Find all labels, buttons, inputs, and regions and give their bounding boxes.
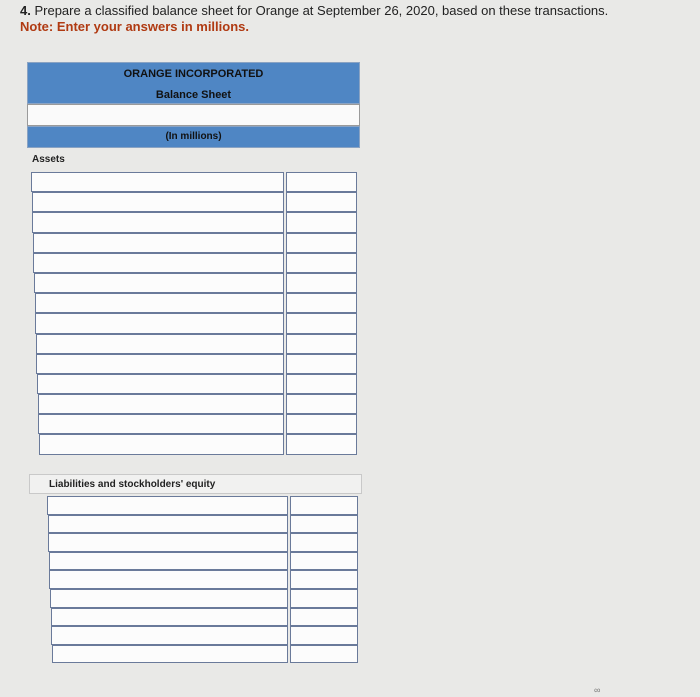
amount-input[interactable] <box>290 496 358 515</box>
account-name-input[interactable] <box>34 273 284 293</box>
assets-table <box>31 172 357 455</box>
table-row <box>50 589 358 608</box>
account-name-input[interactable] <box>37 374 284 394</box>
account-name-input[interactable] <box>48 515 288 534</box>
account-name-input[interactable] <box>49 552 288 571</box>
account-name-input[interactable] <box>52 645 288 664</box>
amount-input[interactable] <box>286 172 357 192</box>
table-row <box>34 273 357 293</box>
account-name-input[interactable] <box>32 192 284 212</box>
table-row <box>51 608 358 627</box>
statement-name: Balance Sheet <box>155 89 232 101</box>
question-text <box>20 3 690 35</box>
account-name-input[interactable] <box>50 589 288 608</box>
table-row <box>49 570 358 589</box>
account-name-input[interactable] <box>33 253 284 273</box>
amount-input[interactable] <box>286 293 357 313</box>
table-row <box>33 233 357 253</box>
amount-input[interactable] <box>286 313 357 333</box>
table-row <box>51 626 358 645</box>
account-name-input[interactable] <box>48 533 288 552</box>
amount-input[interactable] <box>286 354 357 374</box>
table-row <box>31 172 357 192</box>
amount-input[interactable] <box>290 608 358 627</box>
account-name-input[interactable] <box>36 354 284 374</box>
question-number: 4. <box>20 3 31 18</box>
amount-input[interactable] <box>286 212 357 232</box>
question-note: Note: Enter your answers in millions. <box>20 19 249 34</box>
amount-input[interactable] <box>286 414 357 434</box>
amount-input[interactable] <box>286 434 357 454</box>
amount-input[interactable] <box>286 253 357 273</box>
table-row <box>38 394 357 414</box>
amount-input[interactable] <box>290 552 358 571</box>
table-row <box>36 354 357 374</box>
amount-input[interactable] <box>286 192 357 212</box>
account-name-input[interactable] <box>35 313 284 333</box>
account-name-input[interactable] <box>33 233 284 253</box>
table-row <box>33 253 357 273</box>
account-name-input[interactable] <box>38 394 284 414</box>
header-block <box>27 62 360 104</box>
table-row <box>35 313 357 333</box>
account-name-input[interactable] <box>35 293 284 313</box>
amount-input[interactable] <box>290 570 358 589</box>
amount-input[interactable] <box>290 533 358 552</box>
table-row <box>47 496 358 515</box>
balance-sheet-header <box>27 62 360 148</box>
table-row <box>36 334 357 354</box>
account-name-input[interactable] <box>39 434 284 454</box>
units-label: (In millions) <box>27 126 360 148</box>
account-name-input[interactable] <box>31 172 284 192</box>
table-row <box>35 293 357 313</box>
amount-input[interactable] <box>286 273 357 293</box>
table-row <box>48 515 358 534</box>
company-name: ORANGE INCORPORATED <box>123 68 264 80</box>
question-prompt: Prepare a classified balance sheet for Orange at September 26, 2020, based on these transactions. <box>34 3 609 18</box>
table-row <box>52 645 358 664</box>
table-row <box>48 533 358 552</box>
amount-input[interactable] <box>290 645 358 664</box>
assets-label: Assets <box>32 154 65 165</box>
link-icon[interactable]: ∞ <box>594 685 601 695</box>
date-input[interactable] <box>27 104 360 126</box>
account-name-input[interactable] <box>49 570 288 589</box>
account-name-input[interactable] <box>51 626 288 645</box>
liabilities-table <box>47 496 358 663</box>
table-row <box>37 374 357 394</box>
table-row <box>39 434 357 454</box>
table-row <box>38 414 357 434</box>
table-row <box>32 212 357 232</box>
amount-input[interactable] <box>286 374 357 394</box>
liabilities-label: Liabilities and stockholders' equity <box>49 479 216 490</box>
account-name-input[interactable] <box>32 212 284 232</box>
account-name-input[interactable] <box>47 496 288 515</box>
account-name-input[interactable] <box>51 608 288 627</box>
amount-input[interactable] <box>290 626 358 645</box>
amount-input[interactable] <box>286 334 357 354</box>
table-row <box>49 552 358 571</box>
amount-input[interactable] <box>286 233 357 253</box>
table-row <box>32 192 357 212</box>
account-name-input[interactable] <box>36 334 284 354</box>
account-name-input[interactable] <box>38 414 284 434</box>
amount-input[interactable] <box>286 394 357 414</box>
amount-input[interactable] <box>290 589 358 608</box>
amount-input[interactable] <box>290 515 358 534</box>
